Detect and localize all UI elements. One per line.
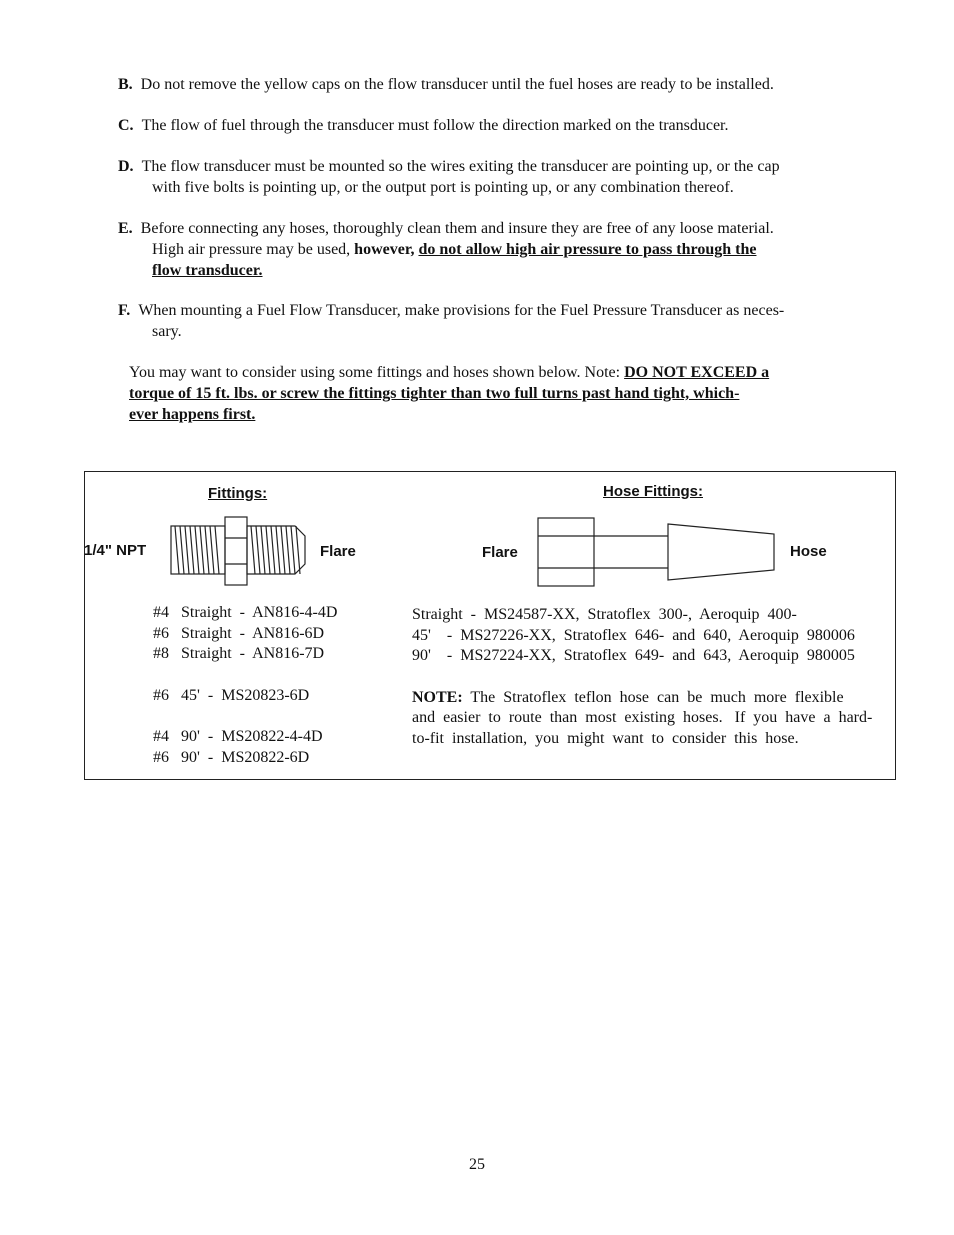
hose-item: 45' - MS27226-XX, Stratoflex 646- and 640, Aeroquip 980006 <box>412 626 855 644</box>
instruction-d <box>118 156 888 198</box>
page-number: 25 <box>469 1156 485 1173</box>
torque-note-warning1: DO NOT EXCEED a <box>624 364 770 381</box>
note-label: NOTE: <box>412 688 463 706</box>
item-text-plain: High air pressure may be used, <box>152 241 355 258</box>
item-text-line1: Before connecting any hoses, thoroughly clean them and insure they are free of any loose material. <box>140 220 774 237</box>
item-text-line2 <box>118 239 888 260</box>
fitting-item: #8 Straight - AN816-7D <box>153 645 325 662</box>
item-text-line2: sary. <box>152 323 182 340</box>
torque-note-warning3: ever happens first. <box>129 406 256 423</box>
fittings-list <box>153 603 337 768</box>
flare-label-right: Flare <box>482 544 518 561</box>
fitting-diagram <box>165 512 315 592</box>
hose-fitting-diagram <box>534 512 780 592</box>
fitting-item: #6 45' - MS20823-6D <box>153 686 310 704</box>
torque-note-plain: You may want to consider using some fittings and hoses shown below. Note: <box>129 364 625 381</box>
item-text-line1: When mounting a Fuel Flow Transducer, make provisions for the Fuel Pressure Transducer as neces- <box>138 302 785 319</box>
fitting-item: #4 Straight - AN816-4-4D <box>153 604 338 621</box>
item-text-warning-end: flow transducer. <box>152 262 263 279</box>
instruction-f <box>118 300 888 342</box>
item-text-bold: however, <box>354 241 419 258</box>
fitting-item: #6 90' - MS20822-6D <box>153 748 310 766</box>
item-text: The flow of fuel through the transducer must follow the direction marked on the transducer. <box>141 117 729 134</box>
hose-item: Straight - MS24587-XX, Stratoflex 300-, Aeroquip 400- <box>412 606 797 623</box>
note-text: The Stratoflex teflon hose can be much more flexible <box>470 688 844 706</box>
item-text-line3 <box>118 260 888 281</box>
fitting-item: #4 90' - MS20822-4-4D <box>153 728 323 745</box>
instruction-b <box>118 74 888 95</box>
hose-fittings-title: Hose Fittings: <box>603 483 703 500</box>
hose-list <box>412 605 872 749</box>
item-letter: F. <box>118 302 131 319</box>
item-text-line2: with five bolts is pointing up, or the output port is pointing up, or any combination thereof. <box>152 179 734 196</box>
item-text-warning: do not allow high air pressure to pass through the <box>418 241 757 258</box>
torque-note-warning2: torque of 15 ft. lbs. or screw the fittings tighter than two full turns past hand tight, which- <box>129 385 740 402</box>
item-text-line1: The flow transducer must be mounted so the wires exiting the transducer are pointing up, or the cap <box>141 158 780 175</box>
item-letter: B. <box>118 76 133 93</box>
torque-note <box>129 362 891 425</box>
item-text: Do not remove the yellow caps on the flow transducer until the fuel hoses are ready to be installed. <box>140 76 774 93</box>
hose-note-line2: and easier to route than most existing hoses. If you have a hard- <box>412 709 873 726</box>
item-letter: E. <box>118 220 133 237</box>
hose-note-line1 <box>412 688 872 709</box>
item-letter: D. <box>118 158 134 175</box>
flare-label-left: Flare <box>320 543 356 560</box>
npt-label: 1/4" NPT <box>84 542 147 559</box>
hose-note-line3: to-fit installation, you might want to consider this hose. <box>412 729 799 747</box>
instruction-c <box>118 115 888 136</box>
hose-item: 90' - MS27224-XX, Stratoflex 649- and 643, Aeroquip 980005 <box>412 647 855 664</box>
hose-label: Hose <box>790 543 827 560</box>
instruction-e <box>118 218 888 281</box>
fittings-title: Fittings: <box>208 485 268 502</box>
fitting-item: #6 Straight - AN816-6D <box>153 624 325 642</box>
item-letter: C. <box>118 117 134 134</box>
